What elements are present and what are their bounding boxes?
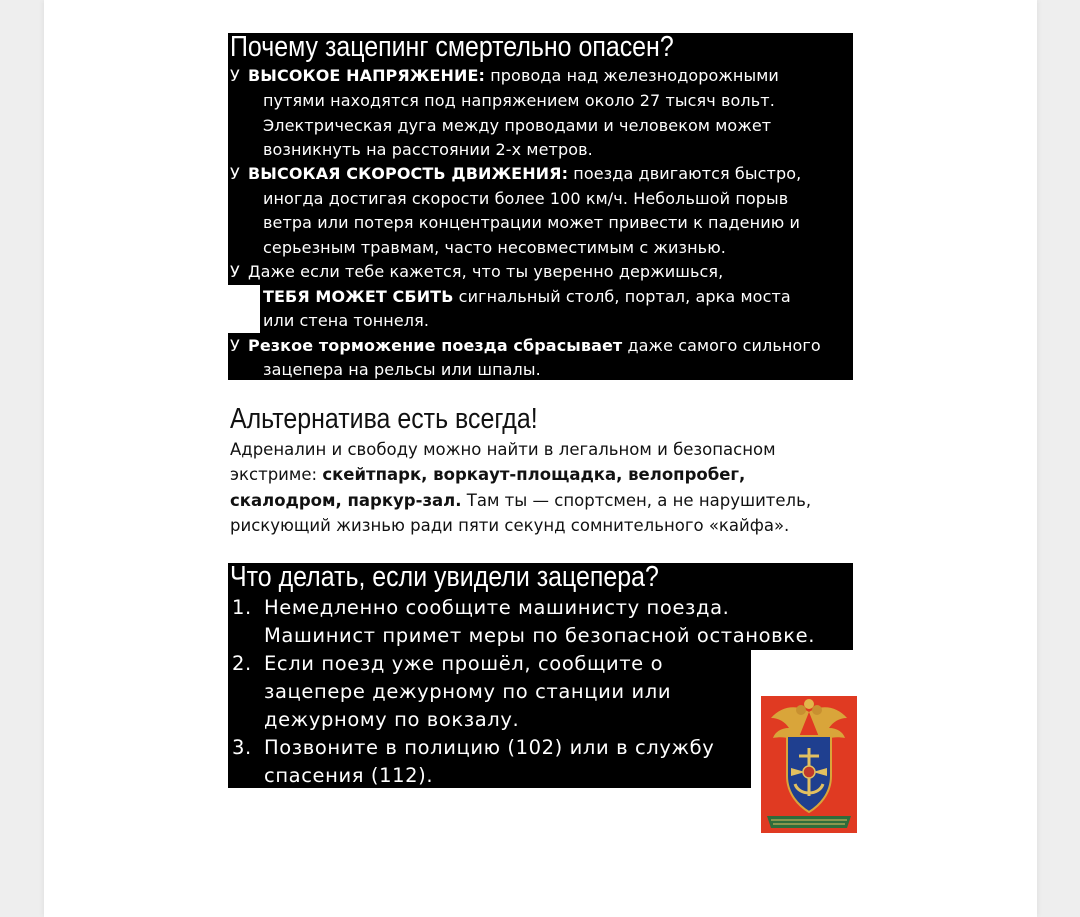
action-item-1-line: Машинист примет меры по безопасной остановке.: [264, 624, 816, 647]
danger-item-speed-line: серьезным травмам, часто несовместимым с жизнью.: [263, 238, 726, 257]
danger-item-voltage-line: Электрическая дуга между проводами и человеком может: [263, 116, 772, 135]
action-item-2-line: дежурному по вокзалу.: [264, 708, 520, 731]
alternative-text-line: скалодром, паркур-зал. Там ты — спортсмен, а не нарушитель,: [230, 491, 812, 510]
alternative-text-line: рискующий жизнью ради пяти секунд сомнительного «кайфа».: [230, 516, 790, 535]
action-item-1: 1. Немедленно сообщите машинисту поезда.: [232, 596, 730, 619]
action-item-3: 3. Позвоните в полицию (102) или в службу: [232, 736, 715, 759]
layout-gap: [228, 285, 260, 333]
actions-section-title: Что делать, если увидели зацепера?: [230, 561, 659, 593]
danger-section-title: Почему зацепинг смертельно опасен?: [230, 31, 674, 63]
danger-item-voltage-line: возникнуть на расстоянии 2-х метров.: [263, 140, 593, 159]
danger-item-obstacles-line: ТЕБЯ МОЖЕТ СБИТЬ сигнальный столб, портал, арка моста: [263, 287, 791, 306]
danger-item-obstacles-line: или стена тоннеля.: [263, 311, 430, 330]
action-item-3-line: спасения (112).: [264, 764, 434, 787]
danger-item-braking-line: зацепера на рельсы или шпалы.: [263, 360, 541, 379]
alternative-text-line: Адреналин и свободу можно найти в легальном и безопасном: [230, 440, 776, 459]
danger-item-voltage-line: путями находятся под напряжением около 27 тысяч вольт.: [263, 91, 775, 110]
action-item-2-line: зацепере дежурному по станции или: [264, 680, 672, 703]
danger-item-speed: У ВЫСОКАЯ СКОРОСТЬ ДВИЖЕНИЯ: поезда двигаются быстро,: [230, 164, 802, 183]
action-item-2: 2. Если поезд уже прошёл, сообщите о: [232, 652, 664, 675]
alternative-section-title: Альтернатива есть всегда!: [230, 403, 538, 435]
danger-item-obstacles: У Даже если тебе кажется, что ты уверенно держишься,: [230, 262, 724, 281]
danger-item-speed-line: ветра или потеря концентрации может привести к падению и: [263, 213, 800, 232]
alternative-text-line: экстриме: скейтпарк, воркаут-площадка, велопробег,: [230, 465, 746, 484]
danger-item-speed-line: иногда достигая скорости более 100 км/ч. Небольшой порыв: [263, 189, 789, 208]
danger-item-braking: У Резкое торможение поезда сбрасывает даже самого сильного: [230, 336, 821, 355]
transport-police-emblem-icon: [761, 696, 857, 833]
danger-item-voltage: У ВЫСОКОЕ НАПРЯЖЕНИЕ: провода над железнодорожными: [230, 66, 779, 85]
